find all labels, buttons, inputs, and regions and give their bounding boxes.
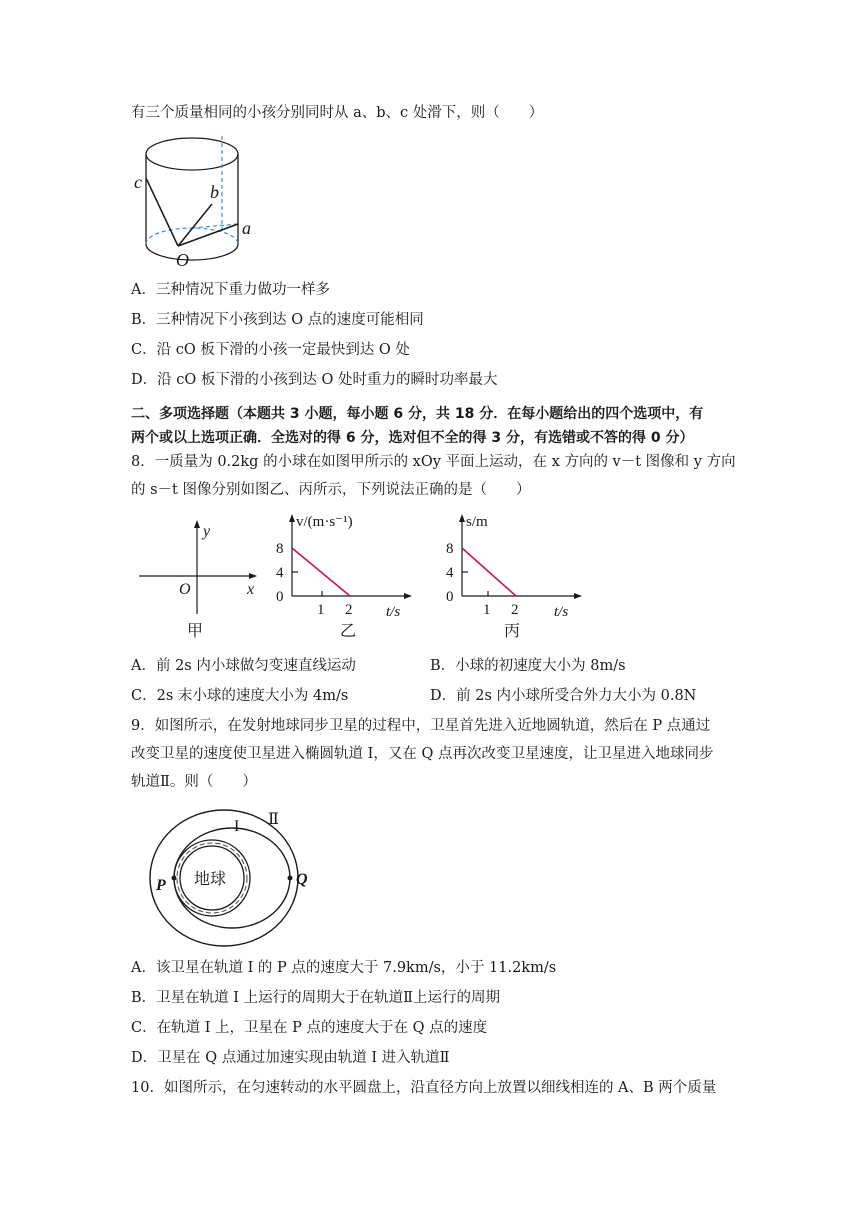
q7-option-c: C．沿 cO 板下滑的小孩一定最快到达 O 处	[131, 342, 410, 358]
q8-jia-x-label: x	[247, 581, 255, 598]
q8-jia-caption: 甲	[187, 623, 204, 640]
q9-option-d: D．卫星在 Q 点通过加速实现由轨道 I 进入轨道Ⅱ	[131, 1050, 450, 1066]
section-2-heading-line1: 二、多项选择题（本题共 3 小题，每小题 6 分，共 18 分．在每小题给出的四个选项中，有	[131, 406, 704, 422]
q9-option-b: B．卫星在轨道 I 上运行的周期大于在轨道Ⅱ上运行的周期	[131, 990, 500, 1006]
q8-stem-line2: 的 s－t 图像分别如图乙、丙所示，下列说法正确的是（ ）	[131, 482, 531, 498]
q7-stem: 有三个质量相同的小孩分别同时从 a、b、c 处滑下，则（ ）	[131, 105, 544, 121]
q7-label-c: c	[134, 172, 142, 192]
q9-label-Q: Q	[296, 871, 308, 888]
q8-yi-xtick-2: 2	[345, 602, 353, 618]
q7-option-d: D．沿 cO 板下滑的小孩到达 O 处时重力的瞬时功率最大	[131, 372, 498, 388]
q7-label-a: a	[242, 218, 251, 238]
q8-yi-ytick-4: 4	[276, 565, 284, 581]
q8-bing-ytick-8: 8	[446, 541, 454, 557]
q7-option-b: B．三种情况下小孩到达 O 点的速度可能相同	[131, 312, 424, 328]
q8-bing-caption: 丙	[504, 623, 521, 640]
q9-label-II: Ⅱ	[268, 811, 279, 828]
q8-bing-ytick-4: 4	[446, 565, 454, 581]
q8-option-c: C．2s 末小球的速度大小为 4m/s	[131, 688, 349, 704]
q8-option-a: A．前 2s 内小球做匀变速直线运动	[131, 658, 356, 674]
q9-orbit-figure	[140, 800, 320, 950]
q7-label-b: b	[210, 182, 219, 202]
q8-bing-xlabel: t/s	[554, 604, 569, 620]
section-2-heading-line2: 两个或以上选项正确．全选对的得 6 分，选对但不全的得 3 分，有选错或不答的得 0 分）	[131, 430, 694, 446]
q8-yi-xlabel: t/s	[386, 604, 401, 620]
q9-stem-line2: 改变卫星的速度使卫星进入椭圆轨道 I，又在 Q 点再次改变卫星速度，让卫星进入地球同步	[131, 746, 714, 762]
q8-yi-caption: 乙	[340, 623, 357, 640]
q8-bing-ytick-0: 0	[446, 589, 454, 605]
q7-cylinder-figure	[130, 132, 270, 272]
q8-yi-ytick-0: 0	[276, 589, 284, 605]
q8-jia-y-label: y	[203, 523, 211, 540]
q9-option-c: C．在轨道 I 上，卫星在 P 点的速度大于在 Q 点的速度	[131, 1020, 488, 1036]
q9-stem-line1: 9．如图所示，在发射地球同步卫星的过程中，卫星首先进入近地圆轨道，然后在 P 点通过	[131, 718, 711, 734]
q8-jia-origin-label: O	[179, 581, 191, 598]
q8-option-d: D．前 2s 内小球所受合外力大小为 0.8N	[430, 688, 697, 704]
q10-stem-line1: 10．如图所示，在匀速转动的水平圆盘上，沿直径方向上放置以细线相连的 A、B 两个质量	[131, 1080, 717, 1096]
q8-figure-bing	[440, 508, 590, 646]
q8-figure-jia	[135, 518, 265, 646]
q9-option-a: A．该卫星在轨道 I 的 P 点的速度大于 7.9km/s，小于 11.2km/s	[131, 960, 557, 976]
q8-bing-xtick-1: 1	[483, 602, 491, 618]
q8-yi-ylabel: v/(m·s⁻¹)	[296, 514, 353, 530]
q9-label-I: I	[234, 818, 240, 835]
q8-figure-yi	[270, 508, 420, 646]
q8-bing-ylabel: s/m	[466, 514, 488, 530]
q8-bing-xtick-2: 2	[511, 602, 519, 618]
q7-option-a: A．三种情况下重力做功一样多	[131, 282, 330, 298]
q8-stem-line1: 8．一质量为 0.2kg 的小球在如图甲所示的 xOy 平面上运动，在 x 方向的 v－t 图像和 y 方向	[131, 454, 736, 470]
q8-option-b: B．小球的初速度大小为 8m/s	[430, 658, 626, 674]
q9-stem-line3: 轨道Ⅱ。则（ ）	[131, 774, 257, 790]
q9-label-P: P	[156, 877, 166, 894]
q8-yi-ytick-8: 8	[276, 541, 284, 557]
q8-yi-xtick-1: 1	[317, 602, 325, 618]
q7-label-O: O	[176, 250, 189, 270]
q9-label-earth: 地球	[194, 869, 227, 888]
